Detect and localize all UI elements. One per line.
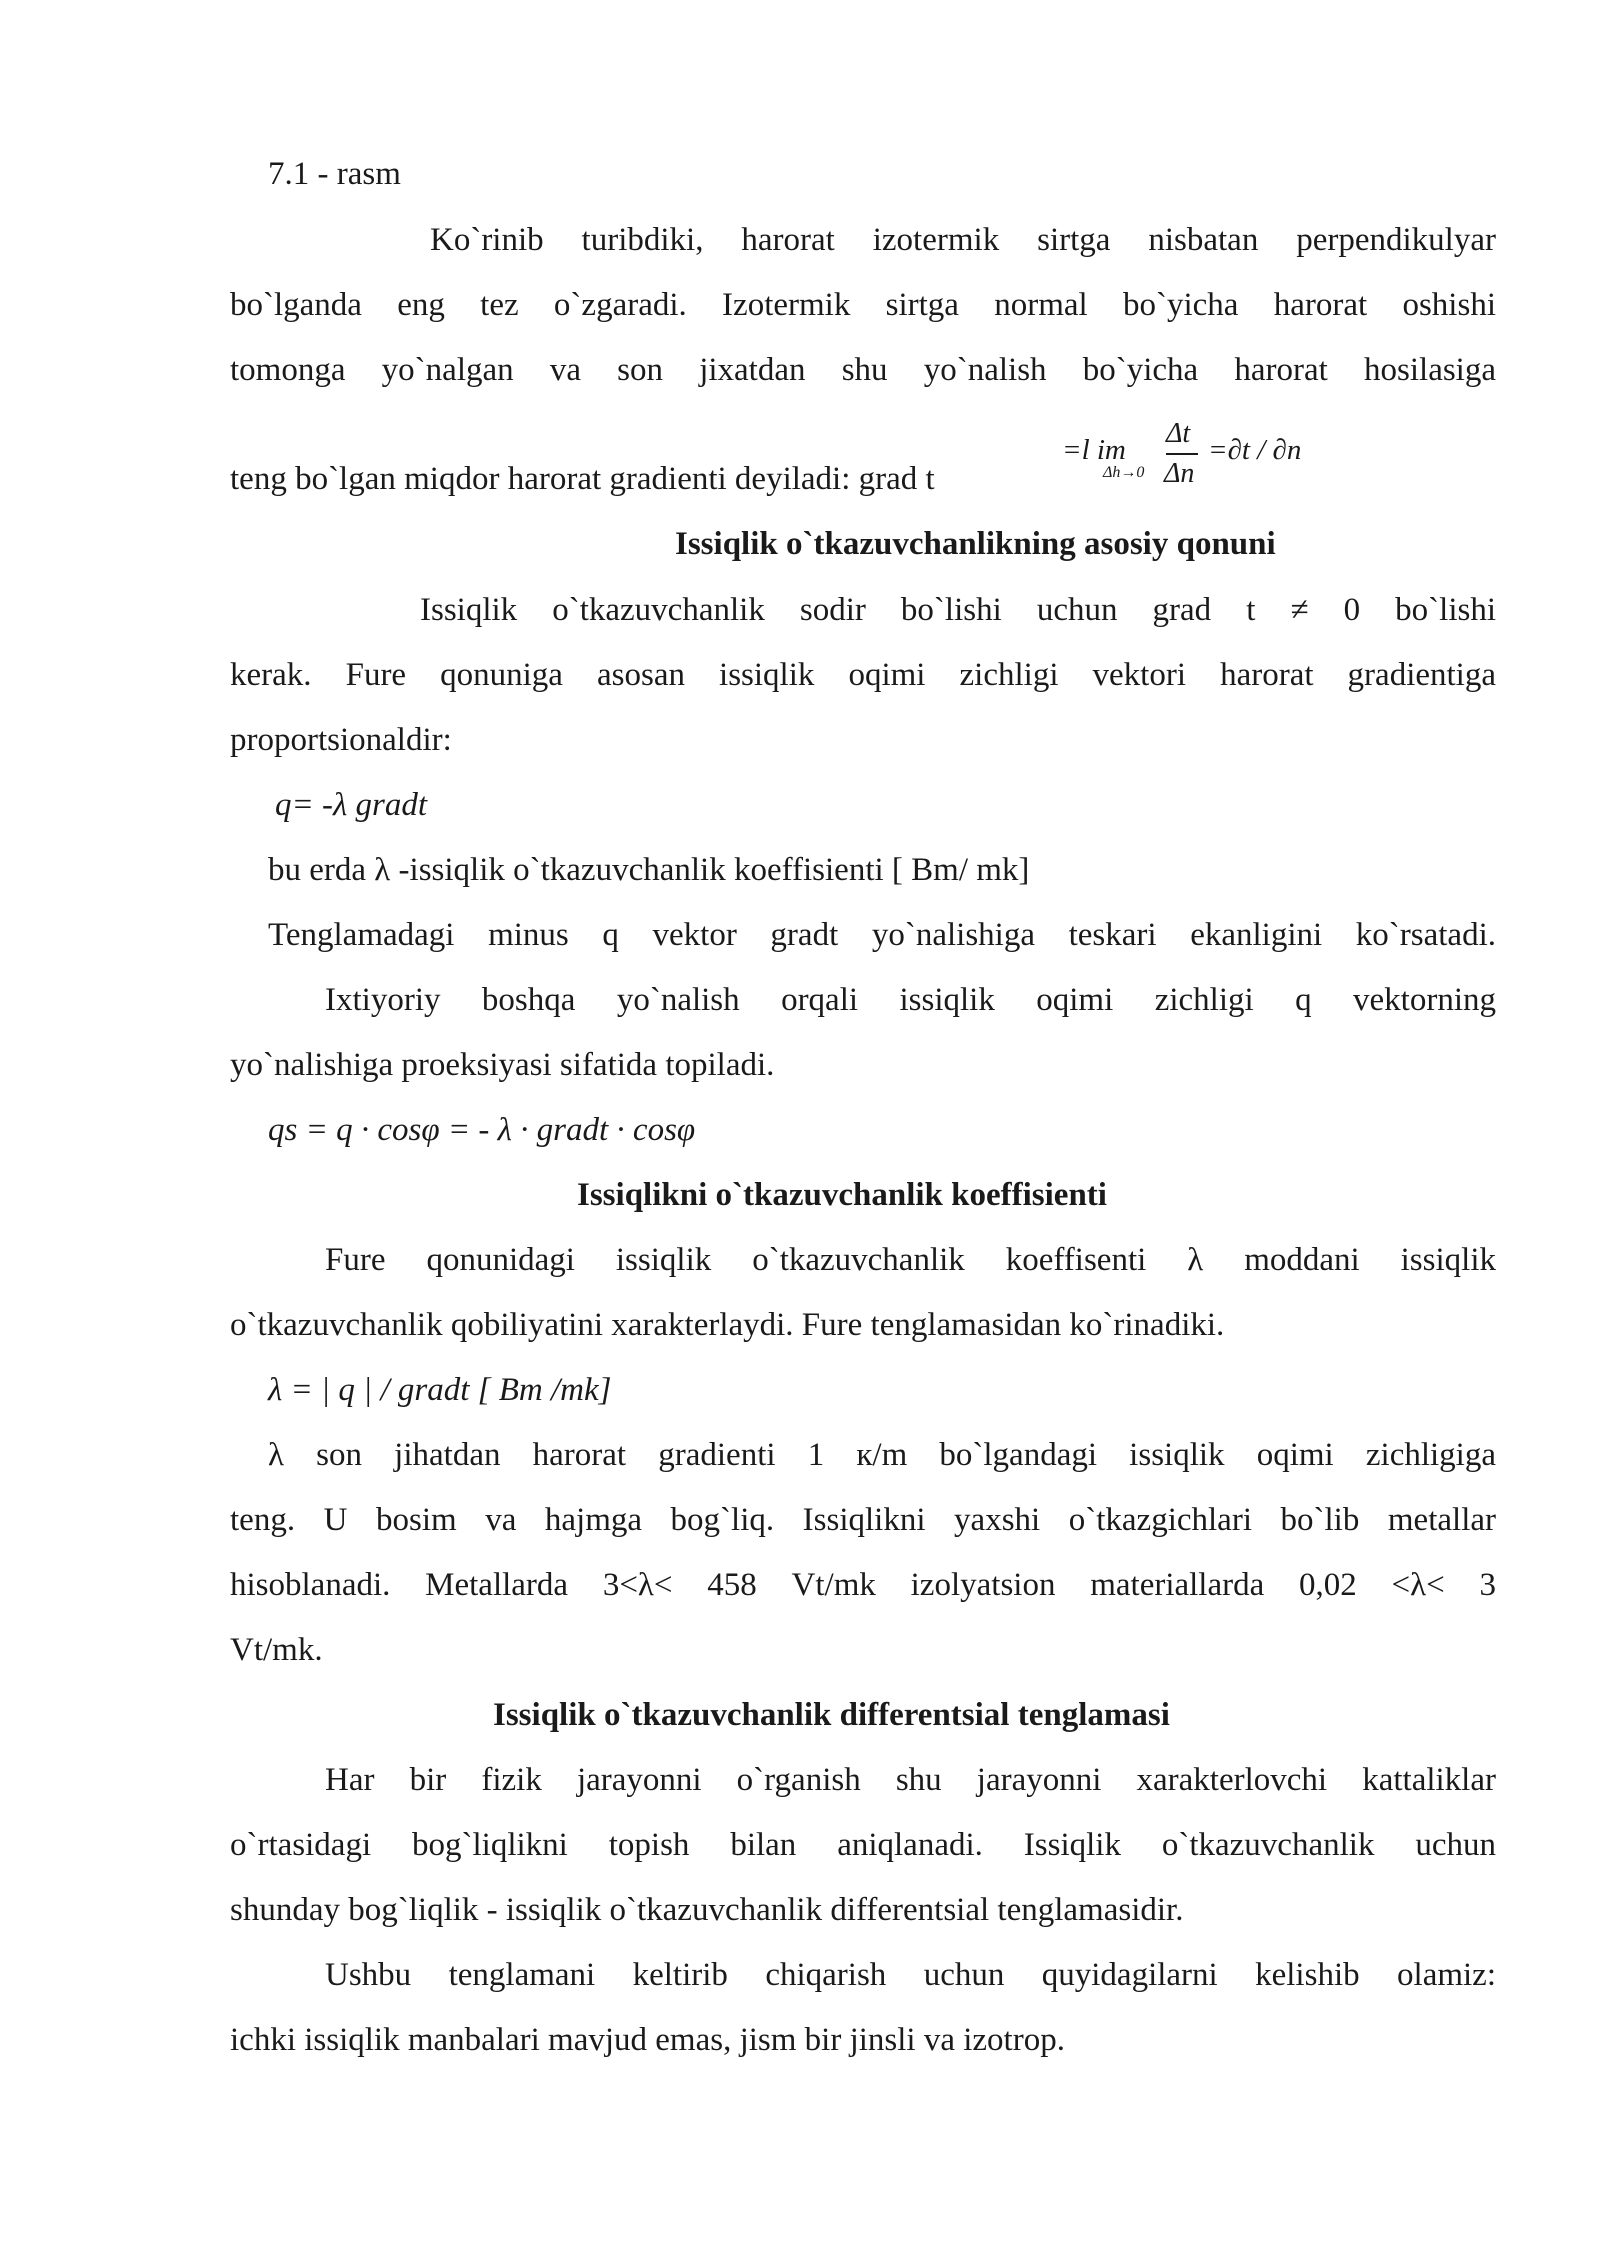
paragraph-line: yo`nalishiga proeksiyasi sifatida topiladi. <box>230 1047 775 1083</box>
section-heading: Issiqlikni o`tkazuvchanlik koeffisienti <box>577 1177 1107 1213</box>
formula-lim: =l im <box>1062 434 1126 466</box>
formula-subscript: Δh→0 <box>1103 464 1145 481</box>
formula-rhs: =∂t / ∂n <box>1208 434 1302 466</box>
fraction-bar <box>1166 453 1198 455</box>
paragraph-line: Tenglamadagi minus q vektor gradt yo`nalishiga teskari ekanligini ko`rsatadi. <box>268 917 1496 953</box>
paragraph-line: o`tkazuvchanlik qobiliyatini xarakterlaydi. Fure tenglamasidan ko`rinadiki. <box>230 1307 1225 1343</box>
section-heading: Issiqlik o`tkazuvchanlik differentsial tenglamasi <box>493 1697 1170 1733</box>
paragraph-line: Issiqlik o`tkazuvchanlik sodir bo`lishi uchun grad t ≠ 0 bo`lishi <box>420 592 1496 628</box>
formula-numerator: Δt <box>1166 418 1191 449</box>
paragraph-line: Ko`rinib turibdiki, harorat izotermik sirtga nisbatan perpendikulyar <box>430 222 1496 258</box>
paragraph-line: o`rtasidagi bog`liqlikni topish bilan aniqlanadi. Issiqlik o`tkazuvchanlik uchun <box>230 1827 1496 1863</box>
paragraph-line: Har bir fizik jarayonni o`rganish shu jarayonni xarakterlovchi kattaliklar <box>325 1762 1496 1798</box>
paragraph-line: tomonga yo`nalgan va son jixatdan shu yo`nalish bo`yicha harorat hosilasiga <box>230 352 1496 388</box>
paragraph-line: kerak. Fure qonuniga asosan issiqlik oqimi zichligi vektori harorat gradientiga <box>230 657 1496 693</box>
section-heading: Issiqlik o`tkazuvchanlikning asosiy qonuni <box>675 526 1276 562</box>
formula-denominator: Δn <box>1164 458 1195 489</box>
formula-line: λ = | q | / gradt [ Bm /mk] <box>268 1372 612 1408</box>
formula-line: q= -λ gradt <box>275 787 428 823</box>
paragraph-line: ichki issiqlik manbalari mavjud emas, jism bir jinsli va izotrop. <box>230 2022 1065 2058</box>
paragraph-line: Ushbu tenglamani keltirib chiqarish uchun quyidagilarni kelishib olamiz: <box>325 1957 1496 1993</box>
paragraph-line: shunday bog`liqlik - issiqlik o`tkazuvchanlik differentsial tenglamasidir. <box>230 1892 1184 1928</box>
figure-caption: 7.1 - rasm <box>268 156 401 192</box>
paragraph-line: Ixtiyoriy boshqa yo`nalish orqali issiqlik oqimi zichligi q vektorning <box>325 982 1496 1018</box>
paragraph-line: λ son jihatdan harorat gradienti 1 к/m bo`lgandagi issiqlik oqimi zichligiga <box>268 1437 1496 1473</box>
paragraph-line: Vt/mk. <box>230 1632 323 1668</box>
paragraph-line: Fure qonunidagi issiqlik o`tkazuvchanlik koeffisenti λ moddani issiqlik <box>325 1242 1496 1278</box>
paragraph-line: teng. U bosim va hajmga bog`liq. Issiqlikni yaxshi o`tkazgichlari bo`lib metallar <box>230 1502 1496 1538</box>
paragraph-line: proportsionaldir: <box>230 722 452 758</box>
formula-line: qs = q · cosφ = - λ · gradt · cosφ <box>268 1112 696 1148</box>
paragraph-line: bo`lganda eng tez o`zgaradi. Izotermik sirtga normal bo`yicha harorat oshishi <box>230 287 1496 323</box>
paragraph-line: hisoblanadi. Metallarda 3<λ< 458 Vt/mk izolyatsion materiallarda 0,02 <λ< 3 <box>230 1567 1496 1603</box>
paragraph-line: teng bo`lgan miqdor harorat gradienti deyiladi: grad t <box>230 461 935 497</box>
paragraph-line: bu erda λ -issiqlik o`tkazuvchanlik koeffisienti [ Bm/ mk] <box>268 852 1030 888</box>
